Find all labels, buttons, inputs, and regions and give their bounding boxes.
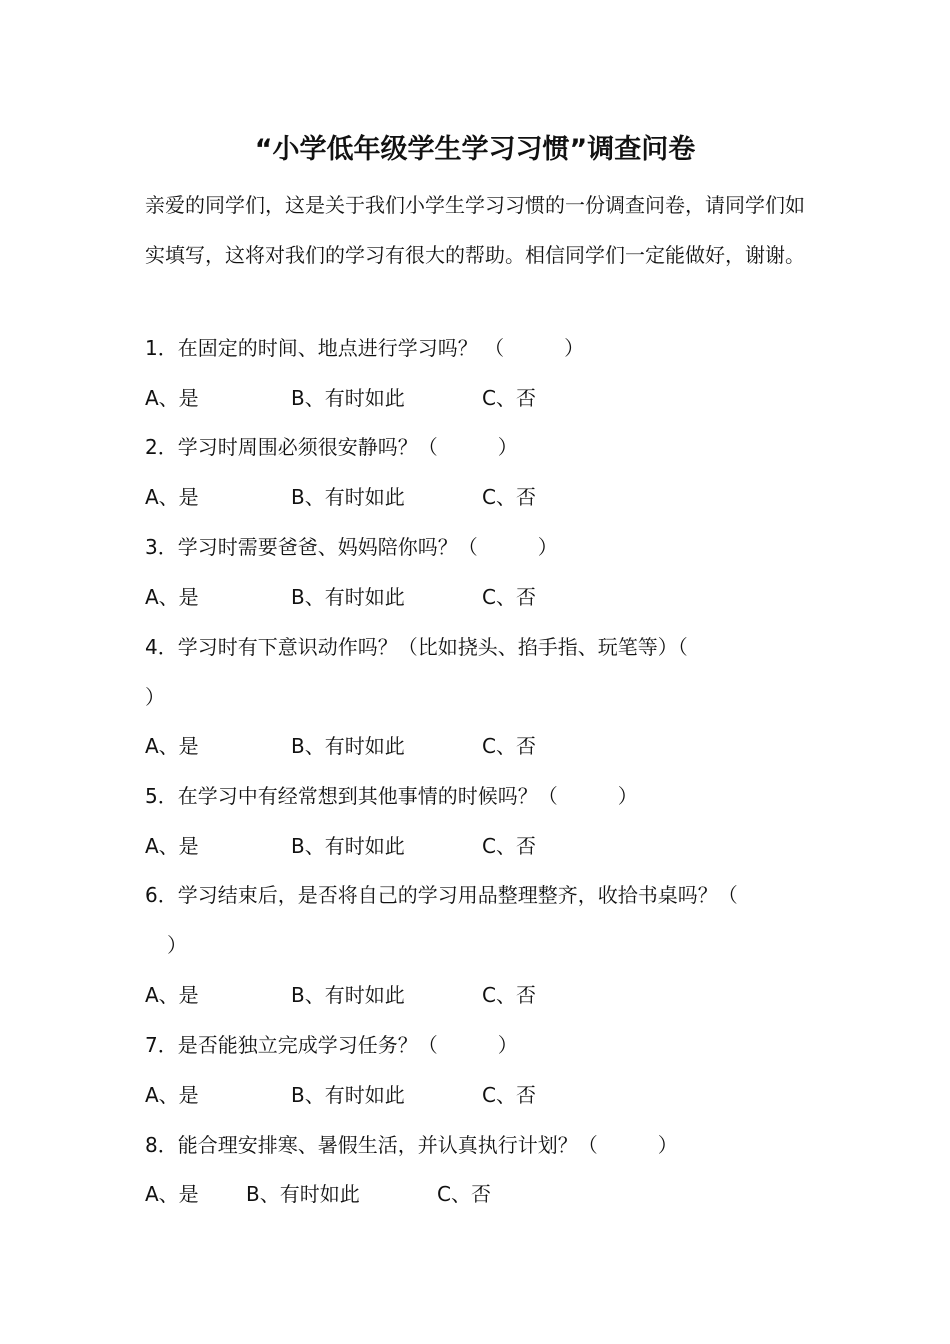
- option-c[interactable]: C、否: [482, 734, 536, 758]
- page-title: “小学低年级学生学习习惯”调查问卷: [254, 134, 696, 165]
- option-c[interactable]: C、否: [482, 983, 536, 1007]
- option-c[interactable]: C、否: [482, 1083, 536, 1107]
- question-2-options: [145, 482, 745, 512]
- option-c[interactable]: C、否: [482, 485, 536, 509]
- option-a[interactable]: A、是: [145, 734, 199, 758]
- option-c[interactable]: C、否: [437, 1182, 491, 1206]
- option-b[interactable]: B、有时如此: [291, 585, 405, 609]
- question-8: 8．能合理安排寒、暑假生活，并认真执行计划？（ ）: [145, 1133, 678, 1157]
- question-5: 5．在学习中有经常想到其他事情的时候吗？（ ）: [145, 784, 638, 808]
- intro-paragraph: 亲爱的同学们，这是关于我们小学生学习习惯的一份调查问卷，请同学们如实填写，这将对我们的学习有很大的帮助。相信同学们一定能做好，谢谢。: [145, 193, 805, 267]
- option-b[interactable]: B、有时如此: [291, 386, 405, 410]
- option-b[interactable]: B、有时如此: [291, 485, 405, 509]
- question-6: 6．学习结束后，是否将自己的学习用品整理整齐，收拾书桌吗？（: [145, 883, 738, 907]
- question-7-options: [145, 1080, 745, 1110]
- option-a[interactable]: A、是: [145, 983, 199, 1007]
- option-a[interactable]: A、是: [145, 834, 199, 858]
- question-3-options: [145, 582, 745, 612]
- question-4-continuation: ）: [145, 685, 165, 709]
- option-a[interactable]: A、是: [145, 386, 199, 410]
- option-b[interactable]: B、有时如此: [291, 1083, 405, 1107]
- option-a[interactable]: A、是: [145, 1083, 199, 1107]
- question-4-options: [145, 731, 745, 761]
- option-b[interactable]: B、有时如此: [291, 983, 405, 1007]
- question-8-options: [145, 1179, 745, 1209]
- option-b[interactable]: B、有时如此: [246, 1182, 360, 1206]
- option-a[interactable]: A、是: [145, 485, 199, 509]
- question-6-options: [145, 980, 745, 1010]
- question-1-options: [145, 383, 745, 413]
- question-3: 3．学习时需要爸爸、妈妈陪你吗？（ ）: [145, 535, 558, 559]
- question-6-continuation: ）: [167, 933, 187, 957]
- option-b[interactable]: B、有时如此: [291, 734, 405, 758]
- option-c[interactable]: C、否: [482, 834, 536, 858]
- question-4: 4．学习时有下意识动作吗？（比如挠头、掐手指、玩笔等）（: [145, 635, 688, 659]
- option-a[interactable]: A、是: [145, 1182, 199, 1206]
- question-5-options: [145, 831, 745, 861]
- question-1: 1．在固定的时间、地点进行学习吗？ （ ）: [145, 336, 585, 360]
- option-c[interactable]: C、否: [482, 585, 536, 609]
- option-a[interactable]: A、是: [145, 585, 199, 609]
- question-2: 2．学习时周围必须很安静吗？（ ）: [145, 435, 518, 459]
- question-7: 7．是否能独立完成学习任务？（ ）: [145, 1033, 518, 1057]
- option-b[interactable]: B、有时如此: [291, 834, 405, 858]
- option-c[interactable]: C、否: [482, 386, 536, 410]
